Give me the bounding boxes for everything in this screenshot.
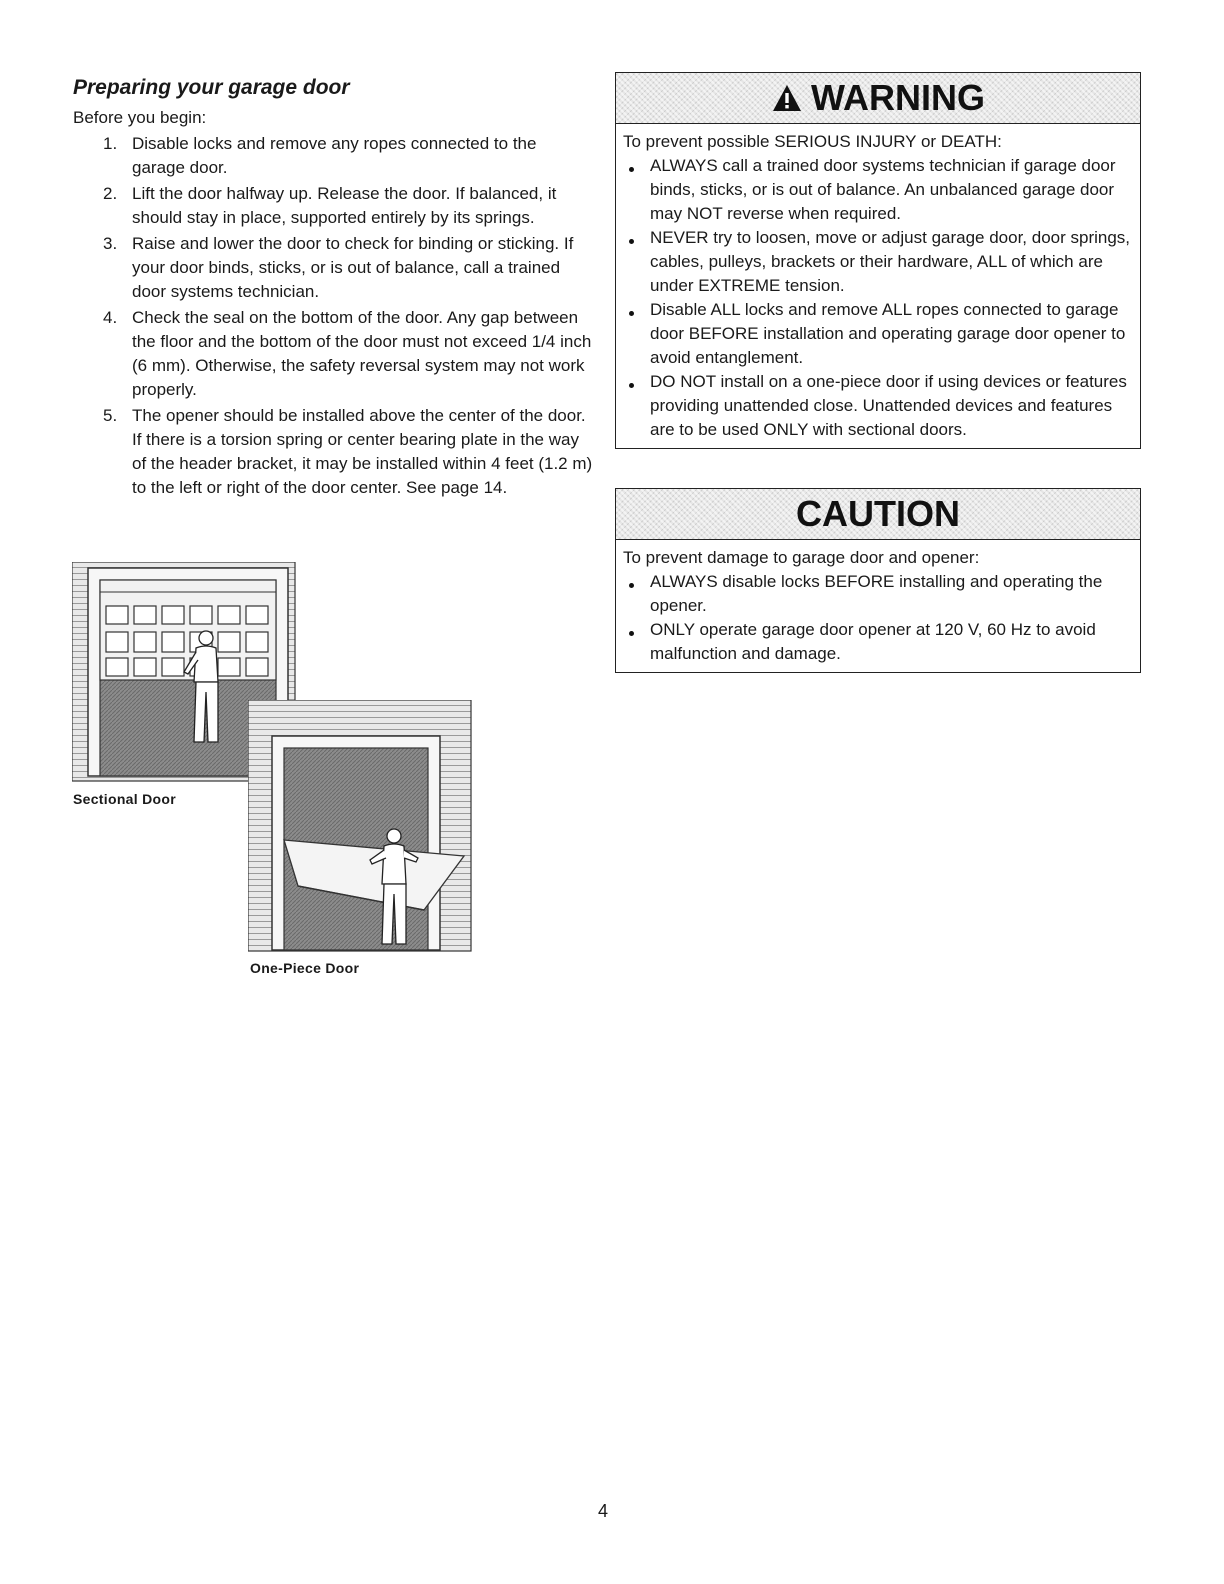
caution-box xyxy=(615,488,1141,673)
warning-item: Disable ALL locks and remove ALL ropes connected to garage door BEFORE installation and operating garage door opener to avoid entanglement. xyxy=(623,298,1134,370)
section-intro: Before you begin: xyxy=(73,108,207,127)
one-piece-door-illustration xyxy=(248,700,472,952)
caution-title: CAUTION xyxy=(796,493,960,534)
step-number: 4. xyxy=(103,308,118,327)
caution-header xyxy=(616,489,1140,540)
step-text: Check the seal on the bottom of the door. Any gap between the floor and the bottom of the door must not exceed 1/4 inch (6 mm). Otherwise, the safety reversal system may not work properly. xyxy=(132,308,592,399)
step-number: 5. xyxy=(103,406,118,425)
step-text: Raise and lower the door to check for binding or sticking. If your door binds, sticks, or is out of balance, call a trained door systems technician. xyxy=(132,234,574,301)
warning-item: NEVER try to loosen, move or adjust garage door, door springs, cables, pulleys, brackets or their hardware, ALL of which are under EXTREME tension. xyxy=(623,226,1134,298)
warning-triangle-icon xyxy=(771,83,803,113)
warning-intro: To prevent possible SERIOUS INJURY or DEATH: xyxy=(623,132,1002,151)
step-text: Disable locks and remove any ropes connected to the garage door. xyxy=(132,134,537,177)
warning-list xyxy=(623,154,1134,442)
warning-title xyxy=(771,77,985,119)
step-item xyxy=(73,404,593,500)
warning-title-text: WARNING xyxy=(811,77,985,118)
section-title: Preparing your garage door xyxy=(73,76,350,99)
caution-body xyxy=(616,540,1140,672)
caution-intro: To prevent damage to garage door and opener: xyxy=(623,548,980,567)
caution-item: ONLY operate garage door opener at 120 V, 60 Hz to avoid malfunction and damage. xyxy=(623,618,1134,666)
sectional-door-caption: Sectional Door xyxy=(73,791,176,807)
preparation-section xyxy=(73,76,593,502)
step-number: 1. xyxy=(103,134,118,153)
step-item xyxy=(73,232,593,304)
step-item xyxy=(73,132,593,180)
one-piece-door-caption: One-Piece Door xyxy=(250,960,360,976)
warning-box xyxy=(615,72,1141,449)
step-text: The opener should be installed above the center of the door. If there is a torsion spring or center bearing plate in the way of the header bracket, it may be installed within 4 feet (1.2 m) to the left or right of the door center. See page 14. xyxy=(132,406,593,497)
warning-item: ALWAYS call a trained door systems technician if garage door binds, sticks, or is out of balance. An unbalanced garage door may NOT reverse when required. xyxy=(623,154,1134,226)
page-number: 4 xyxy=(598,1501,609,1521)
step-text: Lift the door halfway up. Release the door. If balanced, it should stay in place, supported entirely by its springs. xyxy=(132,184,557,227)
caution-list xyxy=(623,570,1134,666)
warning-item: DO NOT install on a one-piece door if using devices or features providing unattended close. Unattended devices and features are to be used ONLY with sectional doors. xyxy=(623,370,1134,442)
caution-item: ALWAYS disable locks BEFORE installing and operating the opener. xyxy=(623,570,1134,618)
steps-list xyxy=(73,132,593,500)
warning-header xyxy=(616,73,1140,124)
step-item xyxy=(73,306,593,402)
warning-body xyxy=(616,124,1140,448)
step-number: 3. xyxy=(103,234,118,253)
step-number: 2. xyxy=(103,184,118,203)
step-item xyxy=(73,182,593,230)
